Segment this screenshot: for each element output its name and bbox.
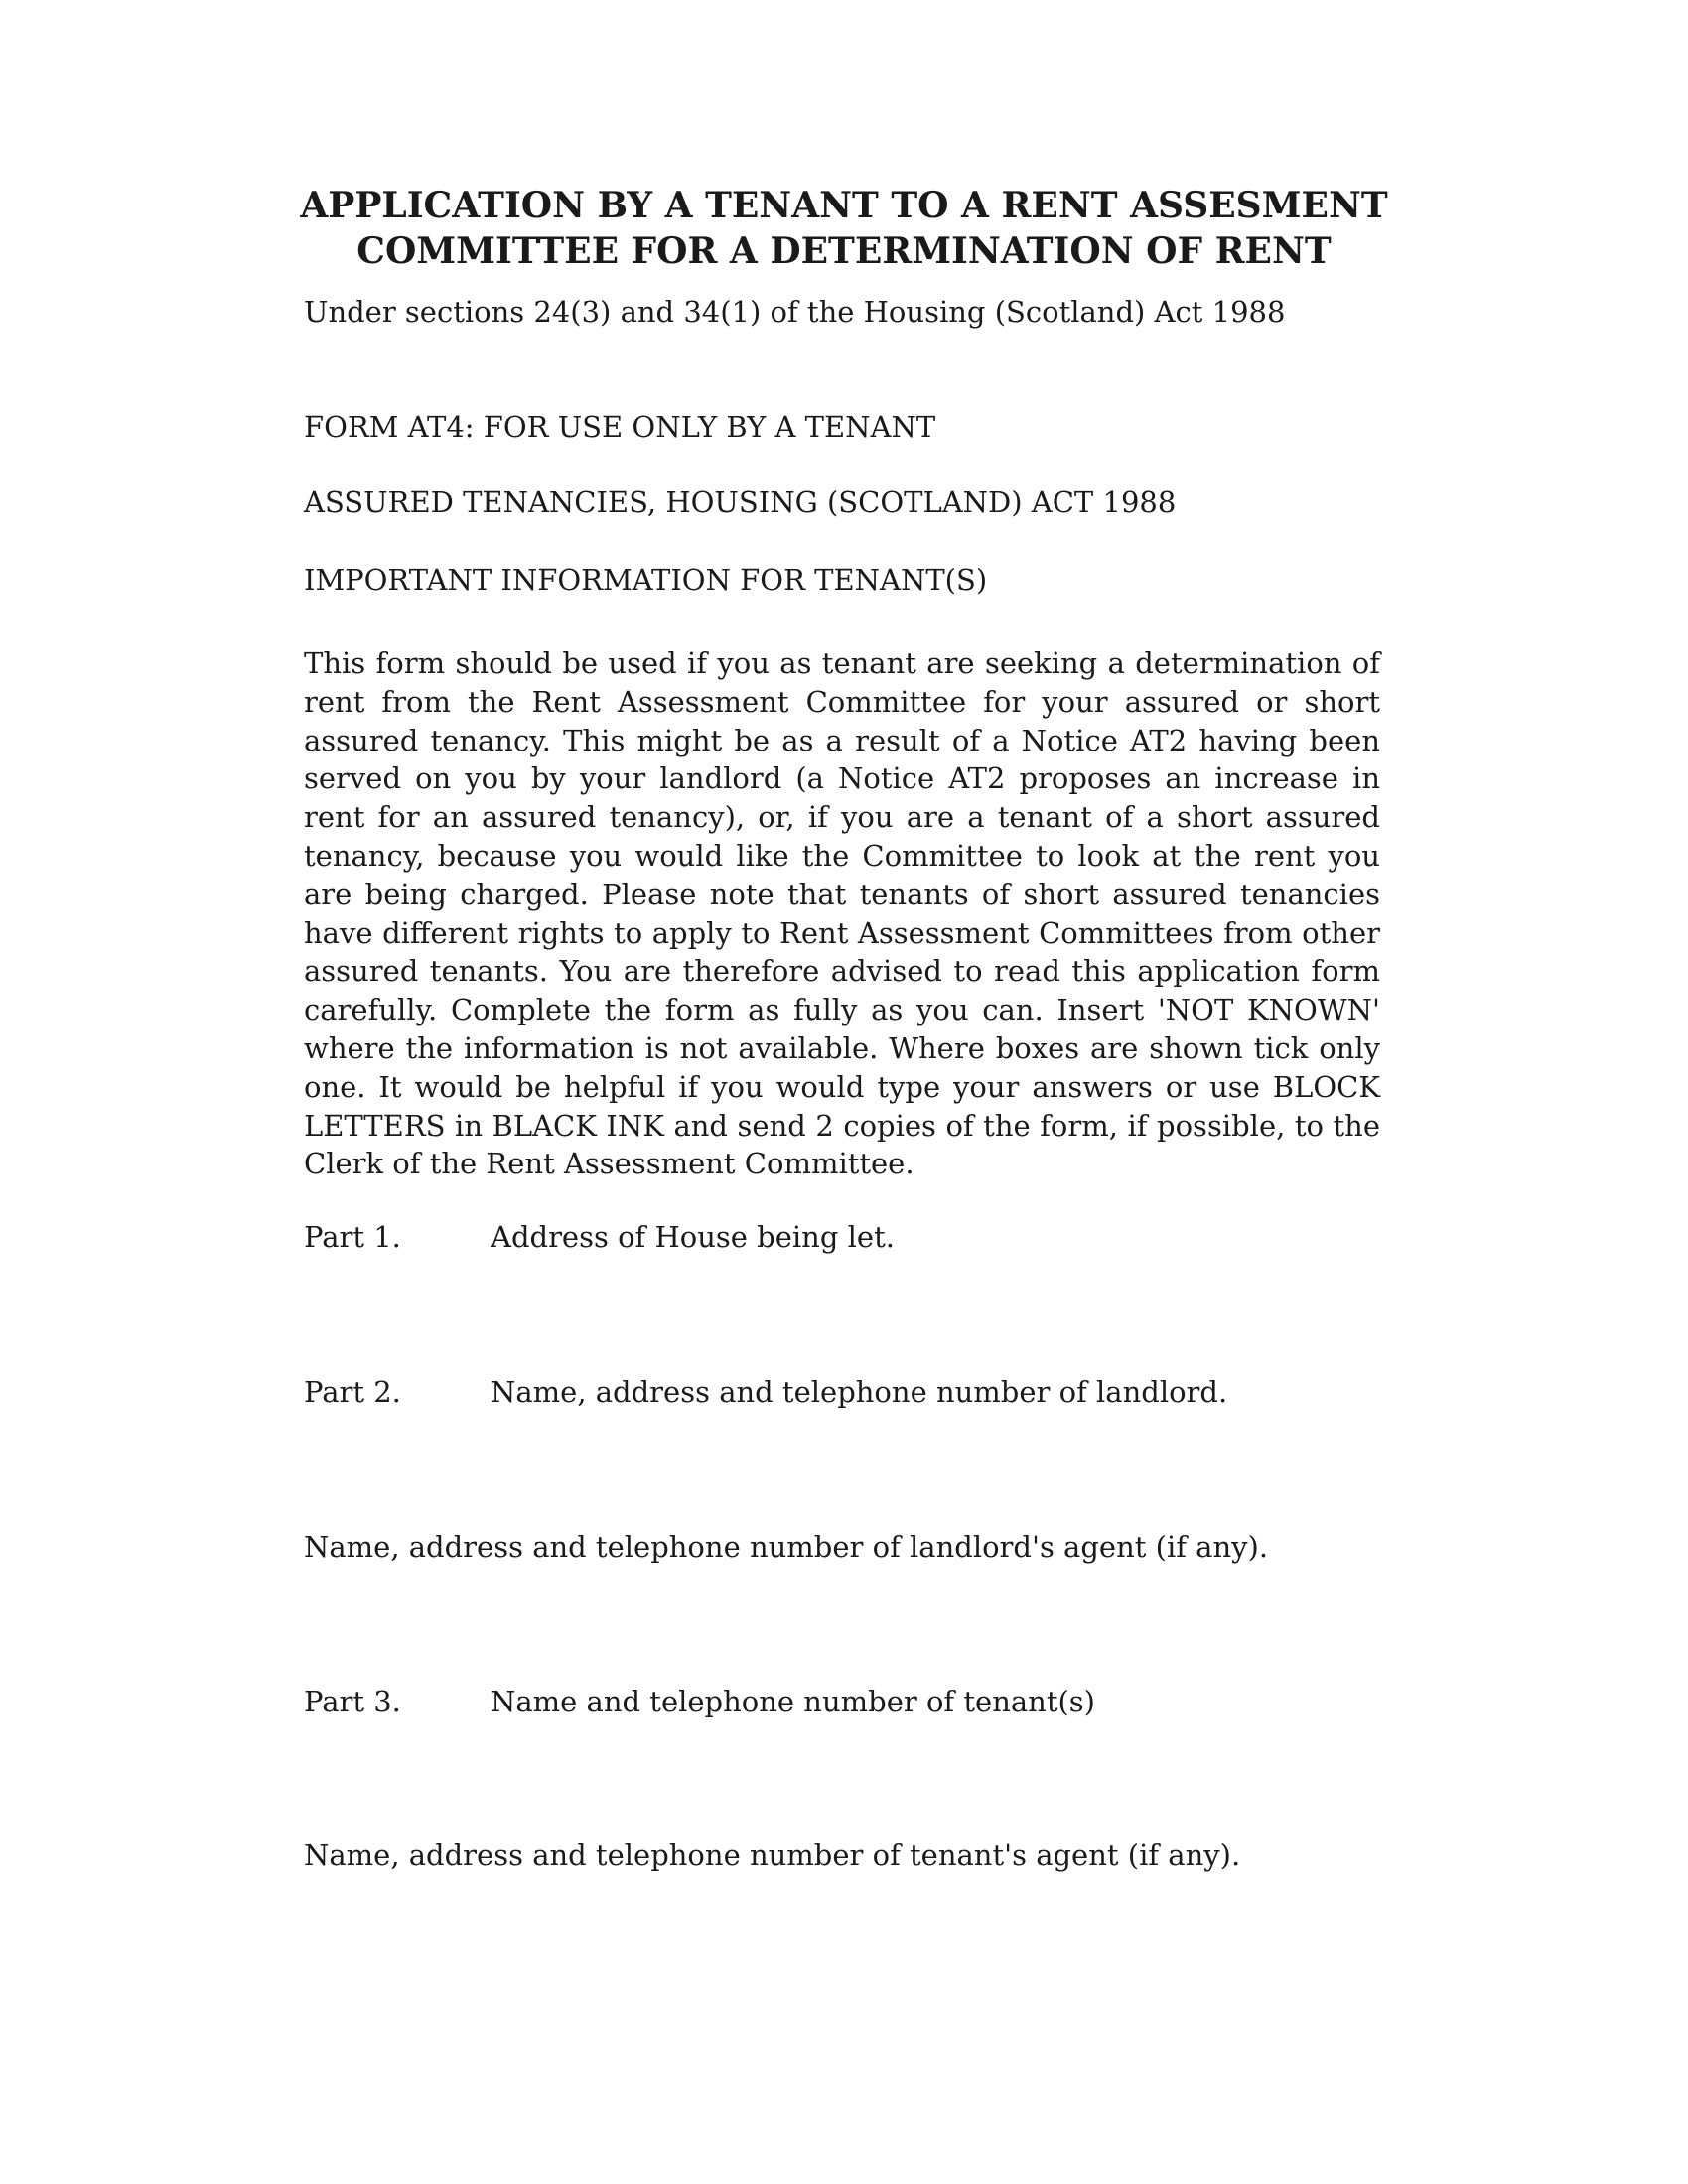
document-title-line-2: COMMITTEE FOR A DETERMINATION OF RENT — [356, 230, 1332, 272]
document-subtitle: Under sections 24(3) and 34(1) of the Housing (Scotland) Act 1988 — [304, 295, 1286, 329]
info-heading: IMPORTANT INFORMATION FOR TENANT(S) — [304, 563, 988, 597]
document-title-line-1: APPLICATION BY A TENANT TO A RENT ASSESMENT — [300, 185, 1388, 226]
landlord-agent-label: Name, address and telephone number of landlord's agent (if any). — [304, 1530, 1269, 1564]
act-label: ASSURED TENANCIES, HOUSING (SCOTLAND) ACT 1988 — [304, 485, 1177, 519]
form-label: FORM AT4: FOR USE ONLY BY A TENANT — [304, 410, 936, 444]
part-3-text: Name and telephone number of tenant(s) — [491, 1685, 1095, 1718]
part-2-text: Name, address and telephone number of landlord. — [491, 1375, 1228, 1409]
tenant-agent-label: Name, address and telephone number of tenant's agent (if any). — [304, 1839, 1241, 1872]
info-paragraph: This form should be used if you as tenant are seeking a determination of rent from the Rent Assessment Committee for your assured or short assured tenancy. This might be as a result of a Notice AT2 having been served on you by your landlord (a Notice AT2 proposes an increase in rent for an assured tenancy), or, if you are a tenant of a short assured tenancy, because you would like the Committee to look at the rent you are being charged. Please note that tenants of short assured tenancies have different rights to apply to Rent Assessment Committees from other assured tenants. You are therefore advised to read this application form carefully. Complete the form as fully as you can. Insert 'NOT KNOWN' where the information is not available. Where boxes are shown tick only one. It would be helpful if you would type your answers or use BLOCK LETTERS in BLACK INK and send 2 copies of the form, if possible, to the Clerk of the Rent Assessment Committee. — [304, 646, 1380, 1181]
part-1-number: Part 1. — [304, 1220, 401, 1254]
part-2-number: Part 2. — [304, 1375, 401, 1409]
part-1-text: Address of House being let. — [491, 1220, 895, 1254]
part-3-number: Part 3. — [304, 1685, 401, 1718]
